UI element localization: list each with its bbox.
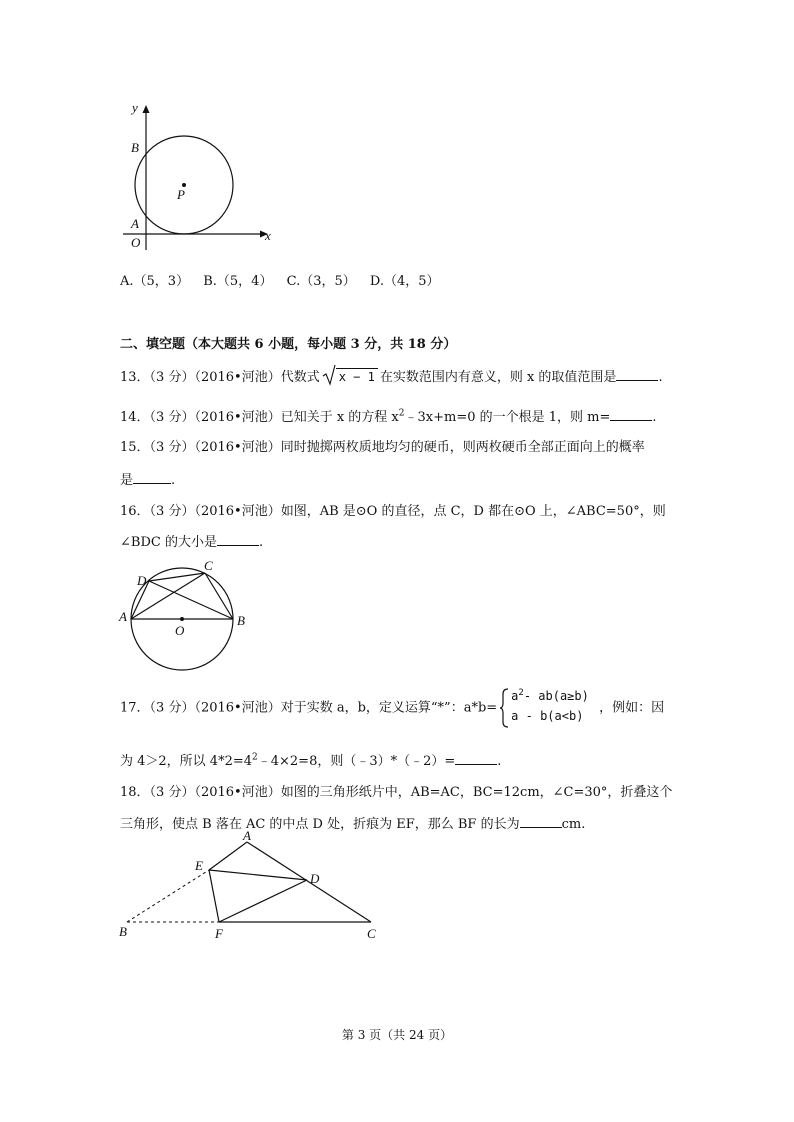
label-b: B [237, 613, 245, 628]
label-o: O [131, 235, 141, 250]
q17-case1-base: a [511, 689, 519, 703]
label-b: B [131, 140, 139, 155]
q13-answer-blank[interactable] [616, 368, 658, 381]
q16-line2-text: ∠BDC 的大小是 [120, 535, 217, 550]
q17-case1-exponent: 2 [518, 688, 524, 698]
q13-prefix: 13．（3 分）（2016•河池）代数式 [120, 370, 320, 385]
q14-end: . [652, 410, 657, 425]
option-d-value: （4，5） [384, 274, 440, 289]
question-16-line2 [120, 531, 263, 550]
label-a: A [243, 830, 251, 843]
q14-exponent: 2 [398, 408, 405, 419]
q13-end: . [658, 370, 663, 385]
radical-sign-icon [322, 364, 336, 386]
q17-end: . [497, 754, 502, 769]
q16-answer-blank[interactable] [217, 533, 259, 546]
q16-figure [115, 555, 255, 680]
q17-case2: a - b(a<b) [511, 709, 584, 723]
option-d-label: D. [369, 274, 384, 289]
center-point-o [180, 617, 184, 621]
page-footer: 第 3 页（共 24 页） [341, 1028, 453, 1042]
q17-case1 [511, 688, 589, 703]
question-15-line2 [120, 469, 175, 488]
y-axis-arrow [143, 105, 150, 113]
label-a: A [119, 609, 127, 624]
q18-end: cm. [561, 817, 586, 832]
left-brace-icon [499, 688, 509, 728]
q14-answer-blank[interactable] [610, 408, 652, 421]
square-root [322, 368, 378, 385]
label-b: B [119, 924, 127, 939]
label-c: C [204, 558, 213, 573]
piecewise-definition [499, 688, 597, 728]
q17-line2-b: ﹣4×2=8，则（﹣3）*（﹣2）= [257, 754, 456, 769]
q16-end: . [258, 535, 264, 550]
option-a-value: （5，3） [133, 274, 190, 289]
label-a: A [131, 216, 139, 231]
label-y: y [132, 100, 138, 115]
segment-fd [219, 880, 307, 922]
q15-answer-blank[interactable] [133, 471, 171, 484]
q17-prefix: 17．（3 分）（2016•河池）对于实数 a，b，定义运算“*”：a*b= [120, 700, 498, 716]
option-c-label: C. [286, 274, 301, 289]
q18-answer-blank[interactable] [520, 815, 562, 828]
q17-case1-rest: - ab(a≥b) [523, 689, 589, 703]
dashed-be [127, 870, 209, 922]
question-18-line1: 18．（3 分）（2016•河池）如图的三角形纸片中，AB=AC，BC=12cm，∠C=30°，折叠这个 [120, 785, 673, 800]
label-d: D [137, 573, 147, 588]
label-d: D [310, 871, 320, 886]
q15-line2-text: 是 [120, 473, 134, 488]
question-15-line1: 15．（3 分）（2016•河池）同时抛掷两枚质地均匀的硬币，则两枚硬币全部正面向上的概率 [120, 440, 645, 455]
q17-answer-blank[interactable] [455, 752, 497, 765]
label-c: C [367, 926, 376, 941]
q17-line2-exponent: 2 [252, 752, 258, 763]
q12-options [120, 270, 440, 289]
segment-ef [209, 870, 219, 922]
q12-figure [110, 95, 285, 255]
segment-ac [247, 842, 371, 922]
segment-ae [209, 842, 247, 870]
label-f: F [215, 926, 223, 941]
question-14 [120, 406, 657, 425]
question-17-line1 [120, 688, 664, 728]
option-b-value: （5，4） [216, 274, 273, 289]
q14-mid: ﹣3x+m=0 的一个根是 1，则 m= [404, 410, 611, 425]
q15-end: . [171, 473, 176, 488]
q13-suffix: 在实数范围内有意义，则 x 的取值范围是 [379, 370, 617, 385]
section-heading: 二、填空题（本大题共 6 小题，每小题 3 分，共 18 分） [120, 337, 457, 352]
option-c-value: （3，5） [300, 274, 356, 289]
q14-prefix: 14．（3 分）（2016•河池）已知关于 x 的方程 x [120, 410, 399, 425]
q18-line2-text: 三角形，使点 B 落在 AC 的中点 D 处，折痕为 EF，那么 BF 的长为 [120, 817, 520, 832]
question-17-line2 [120, 750, 501, 769]
label-e: E [195, 858, 203, 873]
q17-suffix: ，例如：因 [599, 700, 665, 716]
question-16-line1: 16．（3 分）（2016•河池）如图，AB 是⊙O 的直径，点 C，D 都在⊙O 上，∠ABC=50°，则 [120, 504, 666, 519]
q18-figure [115, 830, 385, 945]
q13-radicand: x − 1 [336, 368, 378, 384]
label-x: x [265, 228, 271, 243]
question-13 [120, 366, 663, 385]
label-p: P [177, 187, 185, 202]
option-a-label: A. [120, 274, 134, 289]
q17-line2-a: 为 4＞2，所以 4*2=4 [120, 754, 253, 769]
option-b-label: B. [203, 274, 217, 289]
label-o: O [175, 623, 185, 638]
